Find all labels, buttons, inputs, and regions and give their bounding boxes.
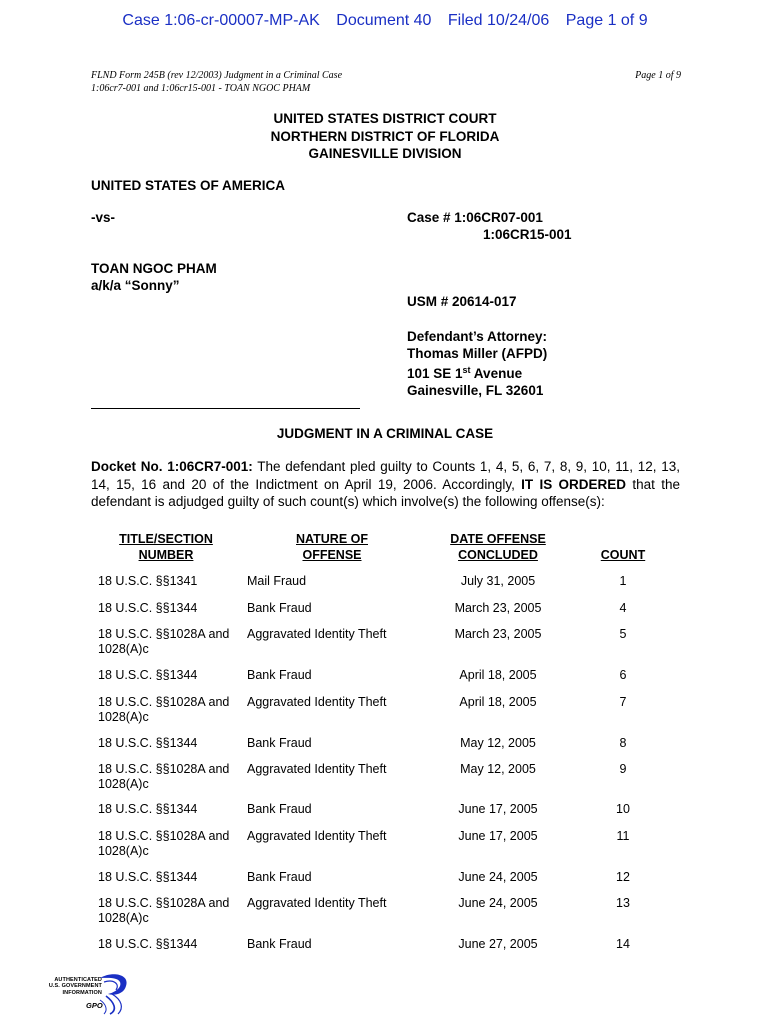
docket-text: The defendant pled guilty to Counts 1, 4, 5, 6, 7, 8, 9, 10, 11, 12, 13, 14, 15, 16 and 20 of the Indictment on April 19, 2006. Accordingly,: [91, 459, 680, 492]
date-cell: June 17, 2005: [458, 829, 538, 843]
header-text: CONCLUDED: [458, 548, 538, 562]
date-cell: June 24, 2005: [458, 896, 538, 910]
nature-cell: Aggravated Identity Theft: [247, 829, 387, 843]
court-name: UNITED STATES DISTRICT COURT: [273, 111, 497, 126]
header-text: NATURE OF: [296, 532, 368, 546]
title-section-cell: 18 U.S.C. §§1028A and 1028(A)c: [98, 829, 230, 858]
date-cell: June 27, 2005: [458, 937, 538, 951]
count-cell: 7: [619, 695, 627, 709]
docket-paragraph: [91, 458, 680, 511]
date-cell: June 17, 2005: [458, 802, 538, 816]
defendant-alias: a/k/a “Sonny”: [91, 278, 180, 293]
title-section-cell: 18 U.S.C. §§1344: [98, 870, 198, 884]
docket-label: Docket No. 1:06CR7-001:: [91, 459, 253, 474]
nature-cell: Bank Fraud: [247, 937, 312, 951]
count-cell: 5: [619, 627, 627, 641]
court-heading: [0, 110, 770, 163]
street-name: Avenue: [470, 366, 523, 381]
defense-attorney: [407, 328, 547, 399]
usm-number: USM # 20614-017: [407, 294, 517, 309]
nature-cell: Bank Fraud: [247, 601, 312, 615]
title-section-cell: 18 U.S.C. §§1344: [98, 668, 198, 682]
nature-cell: Bank Fraud: [247, 802, 312, 816]
judgment-title: JUDGMENT IN A CRIMINAL CASE: [276, 426, 494, 441]
plaintiff: UNITED STATES OF AMERICA: [91, 178, 285, 193]
street-number: 101 SE 1: [407, 366, 463, 381]
date-cell: March 23, 2005: [454, 627, 542, 641]
nature-cell: Aggravated Identity Theft: [247, 627, 387, 641]
header-nature-offense: [247, 531, 417, 563]
date-cell: June 24, 2005: [458, 870, 538, 884]
count-cell: 6: [619, 668, 627, 682]
nature-cell: Mail Fraud: [247, 574, 307, 588]
nature-cell: Aggravated Identity Theft: [247, 896, 387, 910]
attorney-name: Thomas Miller (AFPD): [407, 346, 548, 361]
form-case-line: 1:06cr7-001 and 1:06cr15-001 - TOAN NGOC PHAM: [91, 82, 311, 94]
count-cell: 8: [619, 736, 627, 750]
filing-stamp: [0, 12, 770, 30]
case-number-line: 1:06CR15-001: [483, 227, 572, 242]
date-cell: May 12, 2005: [460, 762, 536, 776]
stamp-document: Document 40: [336, 12, 432, 29]
count-cell: 1: [619, 574, 627, 588]
title-section-cell: 18 U.S.C. §§1344: [98, 736, 198, 750]
count-cell: 4: [619, 601, 627, 615]
court-division: GAINESVILLE DIVISION: [308, 146, 462, 161]
count-cell: 11: [616, 829, 630, 843]
date-cell: April 18, 2005: [459, 695, 537, 709]
case-number-line: Case # 1:06CR07-001: [407, 210, 543, 225]
defendant: [91, 260, 217, 294]
nature-cell: Aggravated Identity Theft: [247, 762, 387, 776]
stamp-page: Page 1 of 9: [565, 12, 648, 29]
title-section-cell: 18 U.S.C. §§1028A and 1028(A)c: [98, 896, 230, 925]
attorney-street: [407, 362, 547, 382]
ordered-phrase: IT IS ORDERED: [521, 476, 627, 492]
header-date-concluded: [424, 531, 572, 563]
date-cell: July 31, 2005: [460, 574, 536, 588]
header-title-section: [91, 531, 241, 563]
title-section-cell: 18 U.S.C. §§1341: [98, 574, 198, 588]
header-text: DATE OFFENSE: [450, 532, 546, 546]
header-count: COUNT: [600, 548, 646, 562]
case-number: [407, 209, 572, 243]
title-section-cell: 18 U.S.C. §§1344: [98, 802, 198, 816]
header-text: NUMBER: [138, 548, 194, 562]
date-cell: April 18, 2005: [459, 668, 537, 682]
header-text: TITLE/SECTION: [119, 532, 213, 546]
title-section-cell: 18 U.S.C. §§1028A and 1028(A)c: [98, 627, 230, 656]
gpo-label: GPO: [86, 1001, 103, 1010]
nature-cell: Bank Fraud: [247, 668, 312, 682]
title-section-cell: 18 U.S.C. §§1028A and 1028(A)c: [98, 695, 230, 724]
date-cell: March 23, 2005: [454, 601, 542, 615]
gpo-seal-text: AUTHENTICATED U.S. GOVERNMENT INFORMATION: [48, 977, 102, 996]
street-suffix: st: [462, 365, 471, 375]
nature-cell: Aggravated Identity Theft: [247, 695, 387, 709]
caption-rule: [91, 408, 360, 409]
nature-cell: Bank Fraud: [247, 870, 312, 884]
stamp-filed: Filed 10/24/06: [447, 12, 550, 29]
nature-cell: Bank Fraud: [247, 736, 312, 750]
gpo-seal: [40, 972, 140, 1016]
stamp-case: Case 1:06-cr-00007-MP-AK: [122, 12, 320, 29]
count-cell: 12: [616, 870, 630, 884]
attorney-label: Defendant’s Attorney:: [407, 329, 548, 344]
title-section-cell: 18 U.S.C. §§1028A and 1028(A)c: [98, 762, 230, 791]
form-header: [91, 70, 342, 95]
attorney-city: Gainesville, FL 32601: [407, 383, 544, 398]
count-cell: 10: [616, 802, 630, 816]
court-district: NORTHERN DISTRICT OF FLORIDA: [270, 128, 500, 144]
header-text: OFFENSE: [302, 548, 362, 562]
docket-text: that the defendant is adjudged guilty of such count(s) which involve(s) the following offense(s):: [91, 476, 680, 509]
page-number: Page 1 of 9: [635, 70, 681, 81]
count-cell: 9: [619, 762, 627, 776]
date-cell: May 12, 2005: [460, 736, 536, 750]
form-line: FLND Form 245B (rev 12/2003) Judgment in a Criminal Case: [91, 70, 343, 81]
title-section-cell: 18 U.S.C. §§1344: [98, 937, 198, 951]
defendant-name: TOAN NGOC PHAM: [91, 261, 217, 276]
count-cell: 14: [616, 937, 630, 951]
versus: -vs-: [91, 210, 116, 225]
count-cell: 13: [616, 896, 630, 910]
title-section-cell: 18 U.S.C. §§1344: [98, 601, 198, 615]
